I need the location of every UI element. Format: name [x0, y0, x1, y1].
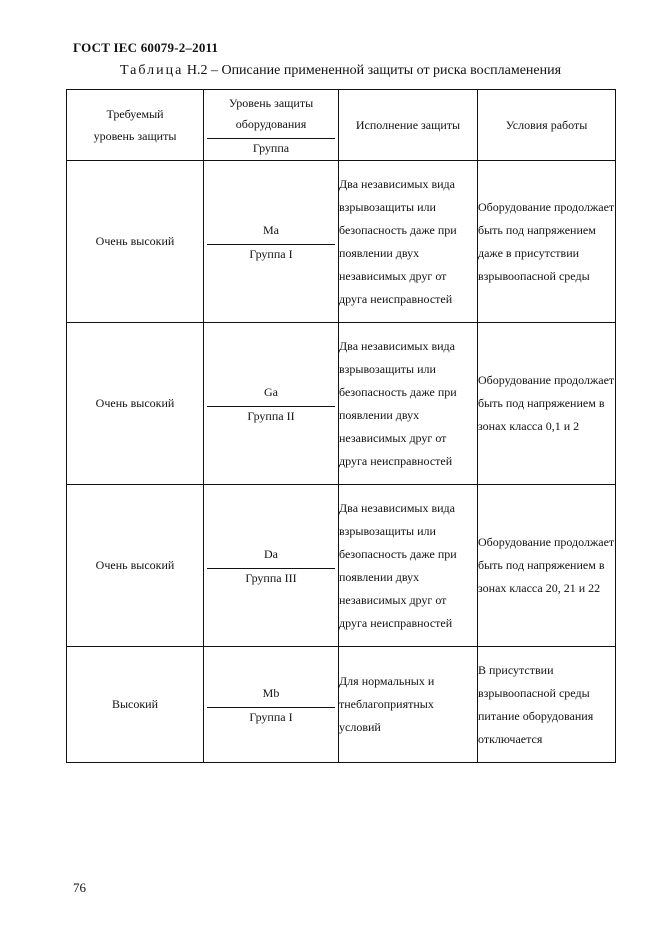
header-required-level-text: Требуемый уровень защиты — [93, 107, 177, 143]
cell-equipment-level — [204, 161, 339, 323]
table-caption-text: Н.2 – Описание примененной защиты от риска воспламенения — [183, 63, 562, 78]
equipment-group: Группа I — [249, 247, 293, 261]
page-number: 76 — [73, 880, 86, 895]
cell-conditions: Оборудование продолжает быть под напряжением в зонах класса 0,1 и 2 — [478, 323, 616, 485]
table-header-row — [67, 90, 616, 161]
cell-equipment-level — [204, 485, 339, 647]
header-required-level — [67, 90, 204, 161]
header-conditions — [478, 90, 616, 161]
equipment-group: Группа III — [245, 571, 297, 585]
table-row — [67, 647, 616, 763]
cell-execution: Два независимых вида взрывозащиты или безопасность даже при появлении двух независимых друг от друга неисправностей — [339, 485, 478, 647]
equipment-code: Ga — [264, 385, 278, 399]
equipment-code: Mb — [262, 686, 280, 700]
cell-required-level: Очень высокий — [67, 323, 204, 485]
table-caption-label: Таблица — [119, 63, 184, 78]
equipment-group: Группа I — [249, 710, 293, 724]
header-equipment-level-text: Уровень защиты оборудования — [228, 96, 314, 131]
cell-required-level: Очень высокий — [67, 161, 204, 323]
equipment-code: Ma — [263, 223, 279, 237]
header-equipment-group-text: Группа — [252, 141, 290, 155]
cell-required-level: Высокий — [67, 647, 204, 763]
equipment-group: Группа II — [247, 409, 295, 423]
table-row — [67, 161, 616, 323]
header-conditions-text: Условия работы — [505, 118, 588, 132]
header-execution — [339, 90, 478, 161]
header-execution-text: Исполнение защиты — [355, 118, 461, 132]
cell-equipment-level — [204, 323, 339, 485]
cell-equipment-level — [204, 647, 339, 763]
table-row — [67, 485, 616, 647]
table-caption — [0, 63, 661, 79]
protection-table — [66, 89, 616, 763]
cell-execution: Два независимых вида взрывозащиты или безопасность даже при появлении двух независимых друг от друга неисправностей — [339, 323, 478, 485]
header-equipment-level — [204, 90, 339, 161]
equipment-code: Da — [264, 547, 278, 561]
cell-conditions: Оборудование продолжает быть под напряжением даже в присутствии взрывоопасной среды — [478, 161, 616, 323]
cell-conditions: В присутствии взрывоопасной среды питание оборудования отключается — [478, 647, 616, 763]
cell-required-level: Очень высокий — [67, 485, 204, 647]
cell-execution: Два независимых вида взрывозащиты или безопасность даже при появлении двух независимых друг от друга неисправностей — [339, 161, 478, 323]
table-row — [67, 323, 616, 485]
cell-execution: Для нормальных и тнеблагоприятных условий — [339, 647, 478, 763]
cell-conditions: Оборудование продолжает быть под напряжением в зонах класса 20, 21 и 22 — [478, 485, 616, 647]
document-header: ГОСТ IEC 60079-2–2011 — [73, 40, 219, 55]
